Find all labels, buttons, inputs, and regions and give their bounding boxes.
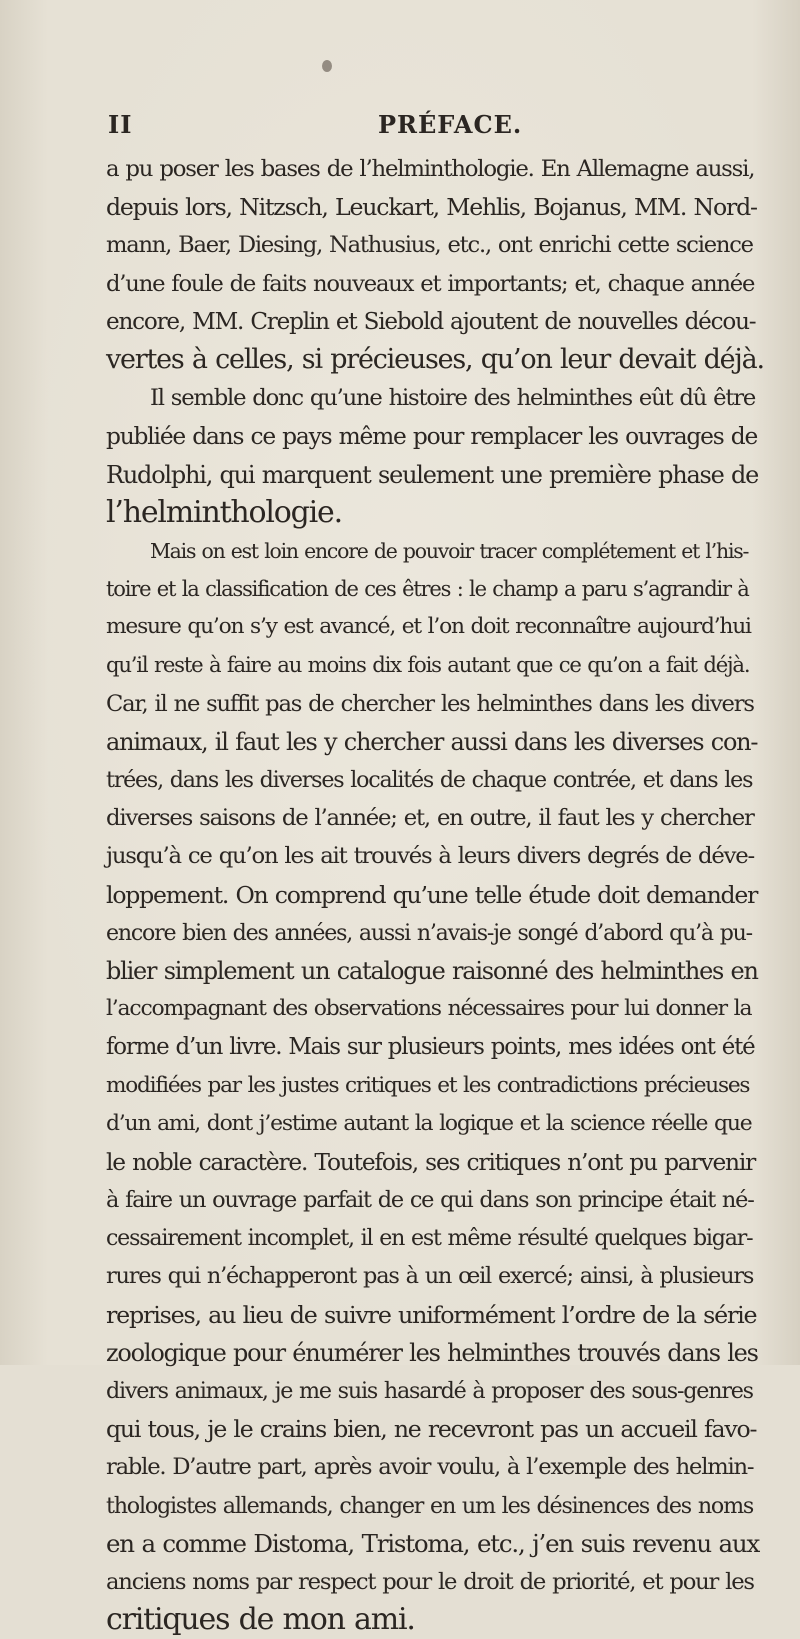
text-line: d’une foule de faits nouveaux et importants; et, chaque année (106, 270, 755, 297)
page-header (108, 110, 748, 146)
text-line: mann, Baer, Diesing, Nathusius, etc., ont enrichi cette science (106, 232, 753, 259)
ink-blot (322, 60, 332, 72)
text-line: jusqu’à ce qu’on les ait trouvés à leurs divers degrés de déve- (106, 843, 754, 870)
text-line: blier simplement un catalogue raisonné des helminthes en (106, 956, 758, 985)
text-line: l’accompagnant des observations nécessaires pour lui donner la (106, 996, 752, 1022)
text-line: mesure qu’on s’y est avancé, et l’on doit reconnaître aujourd’hui (106, 614, 751, 640)
text-line: rures qui n’échapperont pas à un œil exercé; ainsi, à plusieurs (106, 1263, 754, 1290)
text-line: publiée dans ce pays même pour remplacer les ouvrages de (106, 422, 758, 451)
text-line: Mais on est loin encore de pouvoir tracer complétement et l’his- (150, 538, 749, 563)
text-line: animaux, il faut les y chercher aussi dans les diverses con- (106, 727, 758, 756)
text-line: l’helminthologie. (106, 494, 342, 530)
text-line: reprises, au lieu de suivre uniformément l’ordre de la série (106, 1300, 757, 1329)
text-line: anciens noms par respect pour le droit de priorité, et pour les (106, 1568, 754, 1595)
text-line: zoologique pour énumérer les helminthes trouvés dans les (106, 1338, 758, 1367)
text-line: diverses saisons de l’année; et, en outre, il faut les y chercher (106, 805, 754, 832)
text-line: critiques de mon ami. (106, 1602, 415, 1638)
text-line: divers animaux, je me suis hasardé à proposer des sous-genres (106, 1378, 753, 1404)
text-line: a pu poser les bases de l’helminthologie. En Allemagne aussi, (106, 156, 755, 182)
text-line: Rudolphi, qui marquent seulement une première phase de (106, 460, 759, 489)
text-line: Car, il ne suffit pas de chercher les helminthes dans les divers (106, 690, 754, 717)
text-line: encore bien des années, aussi n’avais-je songé d’abord qu’à pu- (106, 919, 752, 946)
text-line: Il semble donc qu’une histoire des helminthes eût dû être (150, 385, 756, 412)
text-line: rable. D’autre part, après avoir voulu, à l’exemple des helmin- (106, 1454, 754, 1481)
text-line: toire et la classification de ces êtres : le champ a paru s’agrandir à (106, 576, 749, 602)
page-number: II (108, 110, 133, 139)
text-line: trées, dans les diverses localités de chaque contrée, et dans les (106, 767, 753, 793)
text-line: loppement. On comprend qu’une telle étude doit demander (106, 880, 758, 909)
text-line: cessairement incomplet, il en est même résulté quelques bigar- (106, 1225, 753, 1252)
text-line: encore, MM. Creplin et Siebold ajoutent de nouvelles décou- (106, 308, 756, 335)
text-line: depuis lors, Nitzsch, Leuckart, Mehlis, Bojanus, MM. Nord- (106, 193, 757, 222)
text-line: thologistes allemands, changer en um les désinences des noms (106, 1492, 754, 1519)
text-line: à faire un ouvrage parfait de ce qui dans son principe était né- (106, 1187, 754, 1214)
text-line: vertes à celles, si précieuses, qu’on leur devait déjà. (106, 343, 764, 375)
text-line: en a comme Distoma, Tristoma, etc., j’en suis revenu aux (106, 1528, 760, 1558)
text-line: le noble caractère. Toutefois, ses critiques n’ont pu parvenir (106, 1147, 756, 1176)
text-line: forme d’un livre. Mais sur plusieurs points, mes idées ont été (106, 1034, 755, 1061)
running-title: PRÉFACE. (378, 110, 523, 139)
body-text (106, 150, 800, 1639)
text-line: modifiées par les justes critiques et les contradictions précieuses (106, 1072, 750, 1098)
text-line: qui tous, je le crains bien, ne recevront pas un accueil favo- (106, 1415, 757, 1444)
text-line: qu’il reste à faire au moins dix fois autant que ce qu’on a fait déjà. (106, 652, 750, 678)
text-line: d’un ami, dont j’estime autant la logique et la science réelle que (106, 1110, 752, 1136)
